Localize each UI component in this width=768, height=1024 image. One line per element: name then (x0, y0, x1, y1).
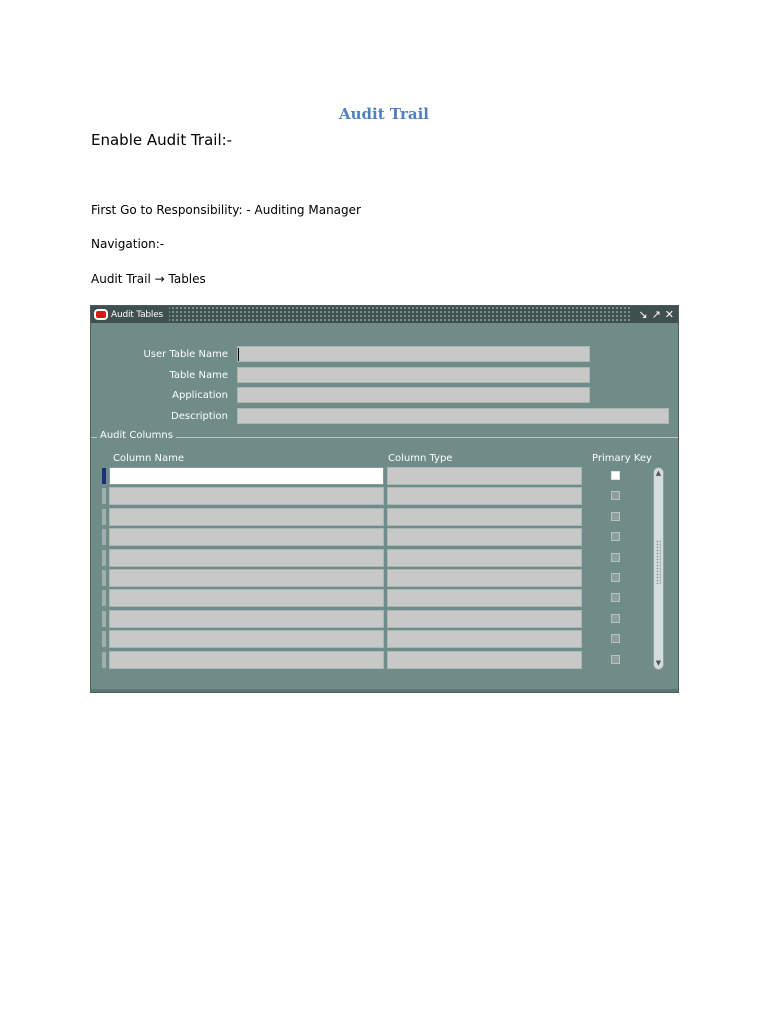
table-name-label: Table Name (169, 370, 228, 381)
primary-key-checkbox[interactable] (611, 634, 620, 643)
table-row (91, 508, 680, 526)
column-name-cell[interactable] (109, 610, 384, 628)
row-indicator[interactable] (102, 590, 106, 606)
primary-key-checkbox[interactable] (611, 532, 620, 541)
section-divider (91, 437, 678, 438)
minimize-icon[interactable]: ↘ (638, 308, 648, 321)
table-row (91, 651, 680, 669)
column-name-cell[interactable] (109, 549, 384, 567)
column-type-header: Column Type (388, 453, 453, 464)
column-name-cell[interactable] (109, 508, 384, 526)
column-name-cell[interactable] (109, 589, 384, 607)
column-type-cell[interactable] (387, 651, 582, 669)
window-title: Audit Tables (111, 309, 164, 320)
description-label: Description (171, 411, 228, 422)
column-type-cell[interactable] (387, 630, 582, 648)
table-row (91, 610, 680, 628)
oracle-icon (94, 309, 108, 320)
row-indicator[interactable] (102, 611, 106, 627)
application-label: Application (172, 390, 228, 401)
table-row (91, 487, 680, 505)
column-name-cell[interactable] (109, 528, 384, 546)
table-row (91, 549, 680, 567)
window-bottom-edge (91, 689, 678, 692)
column-name-cell[interactable] (109, 630, 384, 648)
audit-tables-window (90, 305, 679, 693)
instruction-navigation: Navigation:- (91, 237, 165, 251)
row-indicator[interactable] (102, 529, 106, 545)
column-type-cell[interactable] (387, 508, 582, 526)
table-row (91, 569, 680, 587)
row-indicator[interactable] (102, 468, 106, 484)
column-type-cell[interactable] (387, 528, 582, 546)
primary-key-checkbox[interactable] (611, 655, 620, 664)
column-type-cell[interactable] (387, 467, 582, 485)
instruction-responsibility: First Go to Responsibility: - Auditing Manager (91, 203, 361, 217)
audit-columns-label: Audit Columns (97, 430, 176, 441)
row-indicator[interactable] (102, 570, 106, 586)
table-row (91, 630, 680, 648)
row-indicator[interactable] (102, 631, 106, 647)
primary-key-checkbox[interactable] (611, 491, 620, 500)
restore-icon[interactable]: ↗ (651, 308, 661, 321)
column-type-cell[interactable] (387, 549, 582, 567)
column-name-cell[interactable] (109, 651, 384, 669)
table-name-field[interactable] (237, 367, 590, 383)
primary-key-checkbox[interactable] (611, 512, 620, 521)
user-table-name-field[interactable] (237, 346, 590, 362)
description-field[interactable] (237, 408, 669, 424)
column-name-cell[interactable] (109, 569, 384, 587)
table-row (91, 589, 680, 607)
column-type-cell[interactable] (387, 610, 582, 628)
vertical-scrollbar[interactable] (653, 467, 664, 670)
user-table-name-label: User Table Name (143, 349, 228, 360)
primary-key-checkbox[interactable] (611, 573, 620, 582)
primary-key-header: Primary Key (592, 453, 652, 464)
scroll-thumb-grip[interactable] (656, 540, 661, 584)
column-name-header: Column Name (113, 453, 184, 464)
primary-key-checkbox[interactable] (611, 471, 620, 480)
primary-key-checkbox[interactable] (611, 553, 620, 562)
table-row (91, 528, 680, 546)
column-type-cell[interactable] (387, 589, 582, 607)
close-icon[interactable]: ✕ (664, 308, 674, 321)
table-row (91, 467, 680, 485)
column-type-cell[interactable] (387, 569, 582, 587)
scroll-up-arrow-icon[interactable]: ▲ (655, 469, 662, 477)
scroll-down-arrow-icon[interactable]: ▼ (655, 659, 662, 667)
column-name-cell[interactable] (109, 467, 384, 485)
instruction-path: Audit Trail → Tables (91, 272, 206, 286)
section-heading: Enable Audit Trail:- (91, 131, 233, 149)
application-field[interactable] (237, 387, 590, 403)
primary-key-checkbox[interactable] (611, 614, 620, 623)
column-name-cell[interactable] (109, 487, 384, 505)
row-indicator[interactable] (102, 550, 106, 566)
row-indicator[interactable] (102, 652, 106, 668)
row-indicator[interactable] (102, 488, 106, 504)
window-titlebar[interactable] (91, 306, 678, 323)
row-indicator[interactable] (102, 509, 106, 525)
column-type-cell[interactable] (387, 487, 582, 505)
document-title: Audit Trail (339, 105, 429, 123)
primary-key-checkbox[interactable] (611, 593, 620, 602)
text-cursor (238, 348, 239, 361)
